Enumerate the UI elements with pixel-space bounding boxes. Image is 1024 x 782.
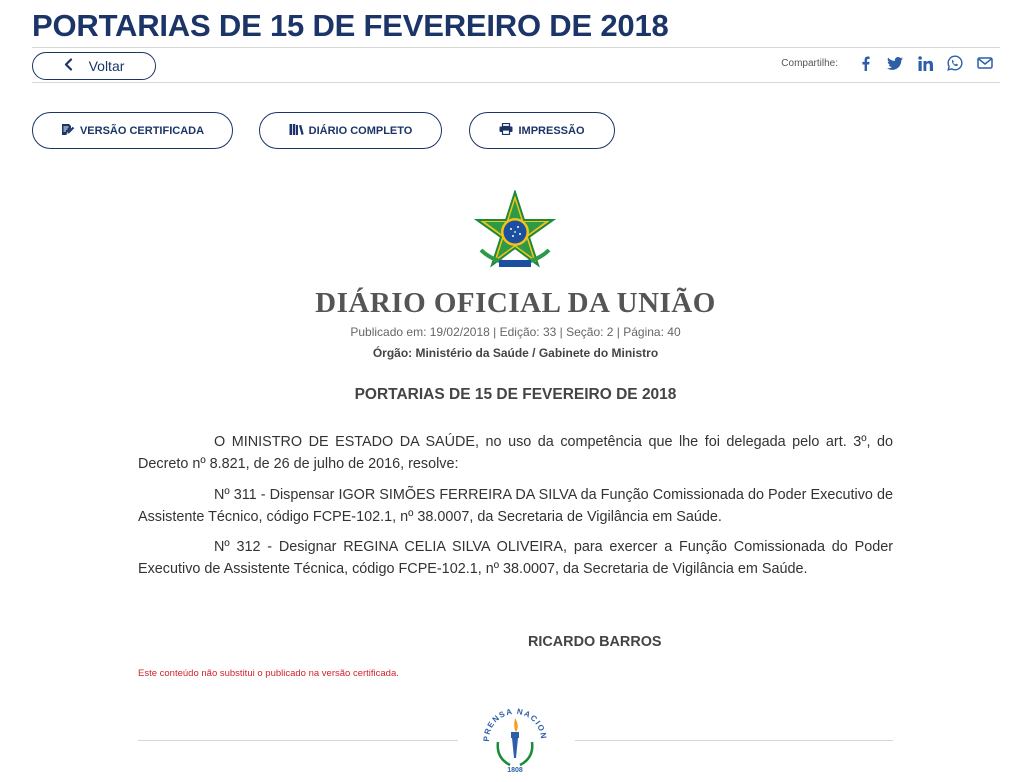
full-diary-button[interactable] bbox=[259, 112, 442, 149]
issuing-body-text: Órgão: Ministério da Saúde / Gabinete do Ministro bbox=[372, 346, 659, 360]
share-label: Compartilhe: bbox=[781, 57, 838, 69]
facebook-icon[interactable] bbox=[856, 54, 874, 72]
act-title: PORTARIAS DE 15 DE FEVEREIRO DE 2018 bbox=[354, 386, 677, 403]
footer-line-left bbox=[138, 740, 458, 741]
gazette-header: DIÁRIO OFICIAL DA UNIÃO bbox=[315, 287, 716, 319]
seal-text: PRENSA NACION bbox=[481, 706, 549, 742]
printer-icon bbox=[499, 123, 513, 138]
act-paragraph: O MINISTRO DE ESTADO DA SAÚDE, no uso da competência que lhe foi delegada pelo art. 3º, do Decreto nº 8.821, de 26 de julho de 2016, resolve: bbox=[138, 434, 893, 472]
share-bar bbox=[781, 54, 994, 72]
issuing-body bbox=[0, 346, 1024, 360]
toolbar-divider bbox=[32, 82, 1000, 83]
print-label: IMPRESSÃO bbox=[518, 124, 585, 137]
back-button[interactable] bbox=[32, 52, 156, 80]
disclaimer-text: Este conteúdo não substitui o publicado na versão certificada. bbox=[138, 668, 399, 679]
linkedin-icon[interactable] bbox=[916, 54, 934, 72]
brazil-coat-of-arms bbox=[473, 190, 557, 274]
chevron-left-icon bbox=[64, 58, 73, 75]
footer-line-right bbox=[575, 740, 893, 741]
act-paragraph: Nº 312 - Designar REGINA CELIA SILVA OLIVEIRA, para exercer a Função Comissionada do Poder Executivo de Assistente Técnica, código FCPE-102.1, nº 38.0007, da Secretaria de Vigilância em Saúde. bbox=[138, 539, 893, 577]
act-paragraph: Nº 311 - Dispensar IGOR SIMÕES FERREIRA DA SILVA da Função Comissionada do Poder Executivo de Assistente Técnico, código FCPE-102.1, nº 38.0007, da Secretaria de Vigilância em Saúde. bbox=[138, 487, 893, 525]
whatsapp-icon[interactable] bbox=[946, 54, 964, 72]
imprensa-nacional-seal bbox=[480, 702, 550, 774]
header-divider bbox=[32, 47, 1000, 48]
twitter-icon[interactable] bbox=[886, 54, 904, 72]
books-icon bbox=[289, 123, 304, 138]
signer-name: RICARDO BARROS bbox=[528, 634, 662, 650]
certified-version-button[interactable] bbox=[32, 112, 233, 149]
print-button[interactable] bbox=[469, 112, 615, 149]
seal-year: 1808 bbox=[507, 767, 523, 774]
back-button-label: Voltar bbox=[88, 58, 125, 74]
full-diary-label: DIÁRIO COMPLETO bbox=[308, 124, 413, 137]
publication-info: Publicado em: 19/02/2018 | Edição: 33 | Seção: 2 | Página: 40 bbox=[350, 325, 681, 339]
page-title: PORTARIAS DE 15 DE FEVEREIRO DE 2018 bbox=[32, 8, 669, 43]
certified-version-label: VERSÃO CERTIFICADA bbox=[79, 124, 205, 137]
document-edit-icon bbox=[61, 123, 75, 139]
email-icon[interactable] bbox=[976, 54, 994, 72]
